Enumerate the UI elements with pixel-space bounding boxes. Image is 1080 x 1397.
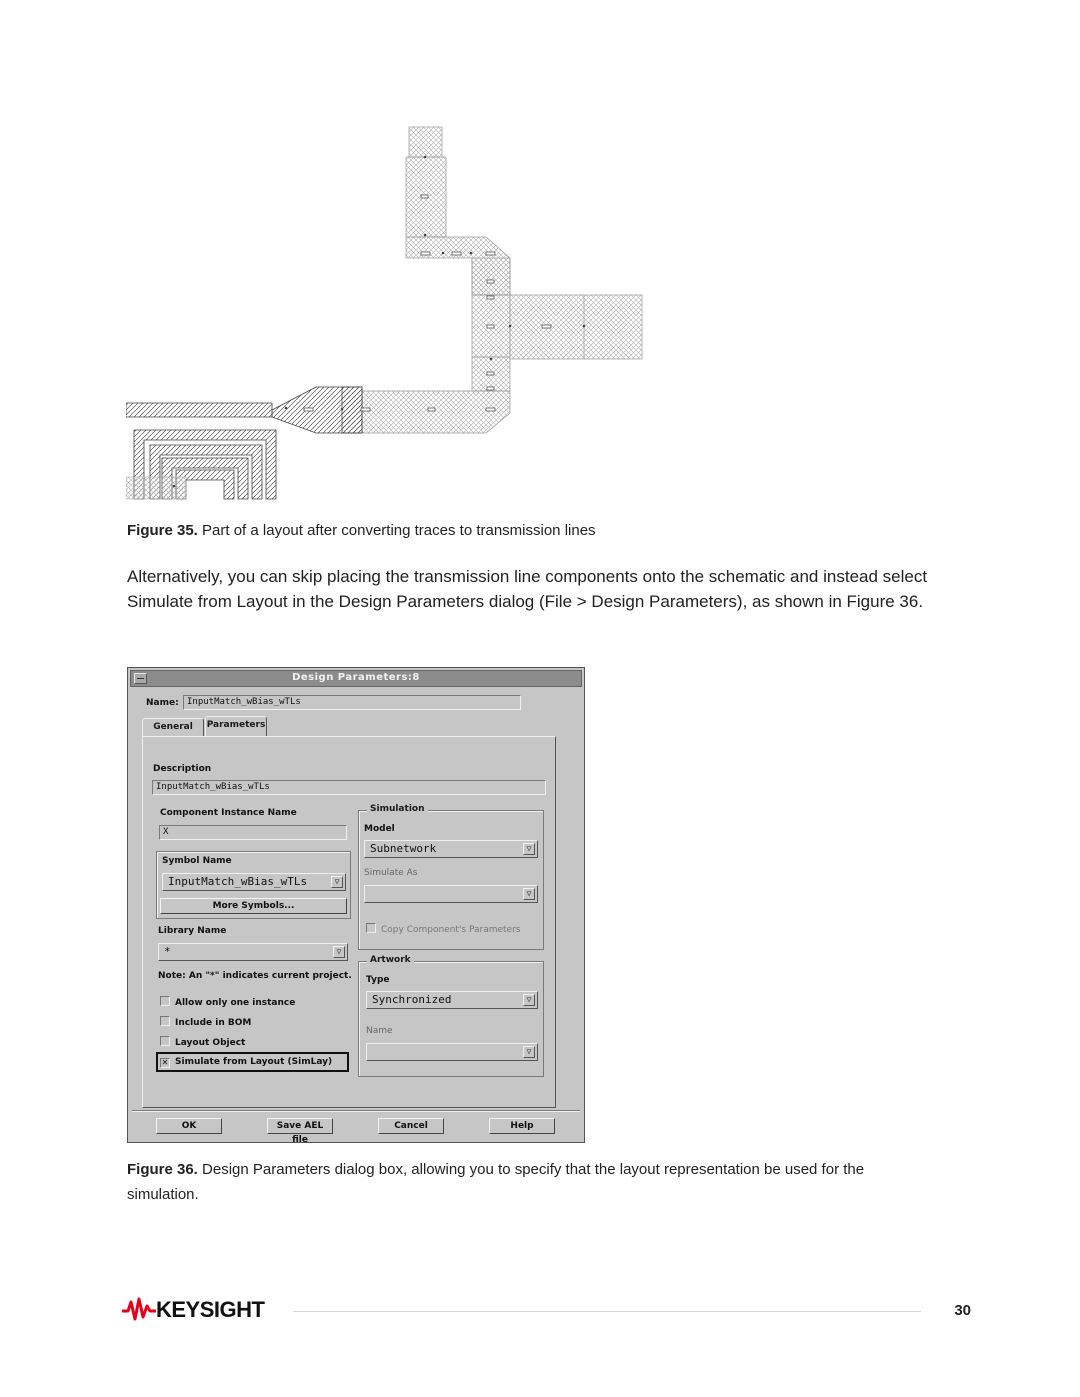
button-divider [132,1110,580,1111]
checkbox-box[interactable] [160,996,170,1006]
figure-35-text: Part of a layout after converting traces to transmission lines [197,522,596,539]
keysight-wave-icon [122,1297,156,1321]
model-value: Subnetwork [370,842,437,855]
layout-object-label: Layout Object [175,1038,246,1048]
library-name-label: Library Name [158,926,227,936]
dropdown-arrow-icon[interactable]: ▽ [523,888,535,900]
model-label: Model [364,824,395,834]
project-note: Note: An "*" indicates current project. [158,971,352,981]
library-name-select[interactable] [158,943,348,961]
figure-35-label: Figure 35. [127,522,198,539]
figure-36-label: Figure 36. [127,1161,198,1178]
allow-one-instance-checkbox[interactable] [160,996,295,1008]
description-label: Description [153,764,212,774]
name-label: Name: [146,698,179,708]
simulate-from-layout-label: Simulate from Layout (SimLay) [175,1057,333,1067]
instance-name-label: Component Instance Name [160,808,297,818]
artwork-type-value: Synchronized [372,993,452,1006]
dropdown-arrow-icon[interactable]: ▽ [331,876,343,888]
figure-36-caption [127,1157,927,1207]
checkbox-box[interactable] [366,923,376,933]
include-in-bom-checkbox[interactable] [160,1016,251,1028]
artwork-type-label: Type [366,975,390,985]
cancel-button[interactable]: Cancel [378,1118,444,1134]
figure-35-caption [127,518,947,543]
symbol-name-label: Symbol Name [162,856,232,866]
artwork-group-title: Artwork [367,955,414,965]
design-parameters-dialog [127,667,585,1143]
symbol-name-select[interactable] [162,873,346,891]
keysight-logo [122,1297,264,1323]
help-button[interactable]: Help [489,1118,555,1134]
page-number: 30 [954,1302,971,1319]
symbol-name-value: InputMatch_wBias_wTLs [168,875,308,888]
copy-parameters-label: Copy Component's Parameters [381,925,521,935]
dialog-titlebar[interactable] [130,670,582,687]
body-paragraph: Alternatively, you can skip placing the transmission line components onto the schematic and instead select Simulate from Layout in the Design Parameters dialog (File > Design Parameters), as shown in Figure 36. [127,567,928,611]
ok-button[interactable]: OK [156,1118,222,1134]
library-name-value: * [164,945,171,958]
more-symbols-button[interactable]: More Symbols... [160,898,347,914]
dropdown-arrow-icon[interactable]: ▽ [523,994,535,1006]
checkmark-icon[interactable]: ✕ [161,1058,169,1067]
layout-drawing [126,125,646,501]
description-field[interactable]: InputMatch_wBias_wTLs [152,780,546,795]
artwork-name-label: Name [366,1026,393,1036]
dropdown-arrow-icon[interactable]: ▽ [523,843,535,855]
footer-rule [293,1311,921,1312]
include-in-bom-label: Include in BOM [175,1018,252,1028]
layout-object-checkbox[interactable] [160,1036,245,1048]
model-select[interactable] [364,840,538,858]
tab-parameters[interactable]: Parameters [205,716,267,736]
figure-36-text: Design Parameters dialog box, allowing you to specify that the layout representation be used for the simulation. [127,1161,865,1203]
copy-parameters-checkbox[interactable] [366,923,520,935]
simulate-from-layout-checkbox[interactable] [160,1057,332,1068]
tab-general[interactable]: General [142,718,204,736]
checkbox-box[interactable] [160,1016,170,1026]
dropdown-arrow-icon[interactable]: ▽ [523,1046,535,1058]
simulate-as-select[interactable] [364,885,538,903]
dropdown-arrow-icon[interactable]: ▽ [333,946,345,958]
artwork-name-select[interactable] [366,1043,538,1061]
checkbox-box[interactable] [160,1036,170,1046]
instance-name-field[interactable]: X [159,825,347,840]
save-ael-button[interactable]: Save AEL file [267,1118,333,1134]
allow-one-instance-label: Allow only one instance [175,998,296,1008]
name-field[interactable]: InputMatch_wBias_wTLs [183,695,521,710]
simulation-group-title: Simulation [367,804,428,814]
dialog-title: Design Parameters:8 [292,672,420,683]
simulate-as-label: Simulate As [364,868,418,878]
artwork-type-select[interactable] [366,991,538,1009]
brand-name: KEYSIGHT [156,1297,265,1322]
